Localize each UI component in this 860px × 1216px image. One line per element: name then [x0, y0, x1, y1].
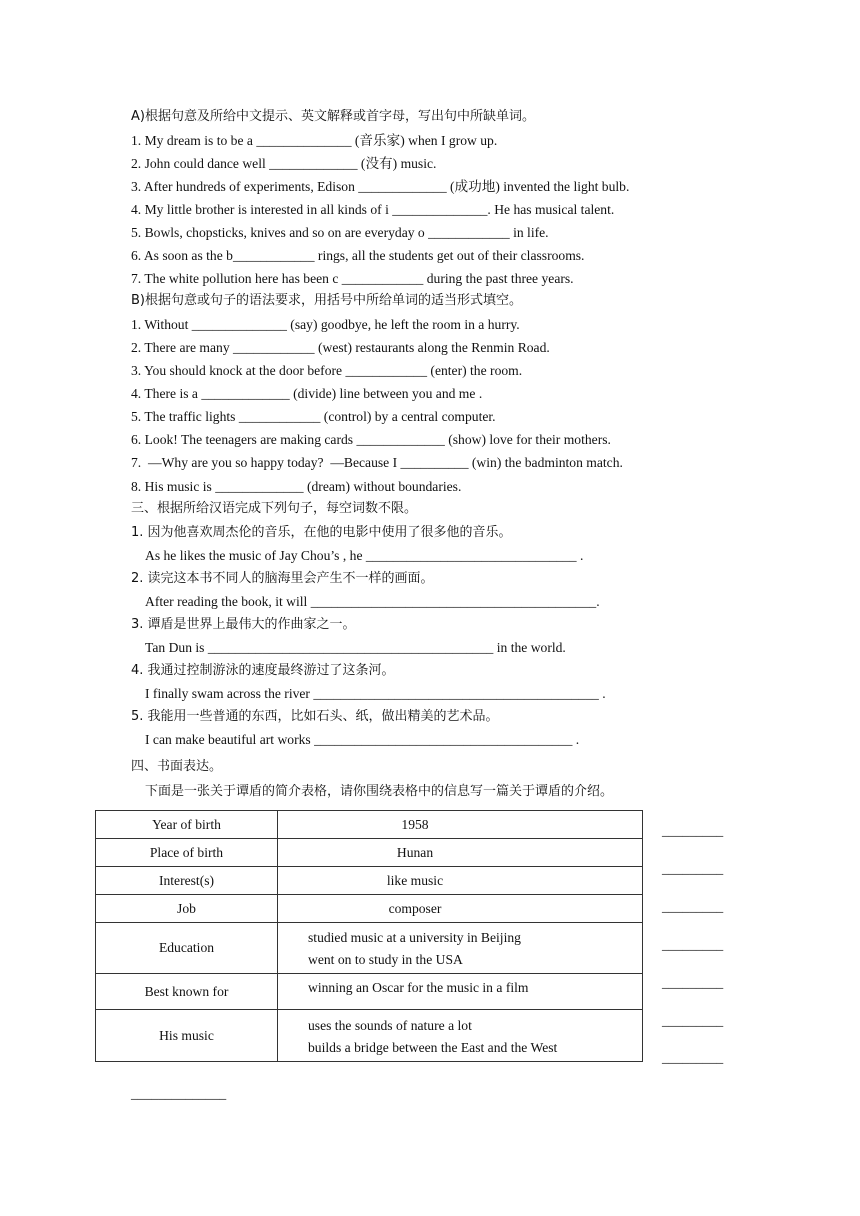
table-value-line: builds a bridge between the East and the West — [308, 1039, 558, 1055]
table-key: Place of birth — [96, 839, 278, 867]
table-key: Year of birth — [96, 811, 278, 839]
section-four-title: 四、书面表达。 — [131, 759, 223, 774]
table-row — [96, 895, 643, 923]
question-b-6: 6. Look! The teenagers are making cards _____________ (show) love for their mothers. — [131, 432, 611, 447]
translation-5-chinese: 5. 我能用一些普通的东西，比如石头、纸，做出精美的艺术品。 — [131, 709, 499, 724]
question-b-3: 3. You should knock at the door before ____________ (enter) the room. — [131, 363, 523, 378]
writing-blank: _________ — [662, 975, 724, 990]
table-value: like music — [278, 867, 643, 895]
writing-blank: _________ — [662, 1013, 724, 1028]
table-value-line: uses the sounds of nature a lot — [308, 1017, 472, 1033]
translation-1-chinese: 1. 因为他喜欢周杰伦的音乐，在他的电影中使用了很多他的音乐。 — [131, 525, 512, 540]
table-row — [96, 1010, 643, 1062]
writing-blank: _________ — [662, 937, 724, 952]
question-a-1: 1. My dream is to be a ______________ (音乐家) when I grow up. — [131, 133, 498, 148]
question-a-2: 2. John could dance well _____________ (没有) music. — [131, 156, 437, 171]
table-value: 1958 — [278, 811, 643, 839]
translation-1-english: As he likes the music of Jay Chou’s , he _______________________________ . — [145, 548, 584, 563]
table-value-line: studied music at a university in Beijing — [308, 930, 521, 945]
table-row — [96, 867, 643, 895]
table-value-line: went on to study in the USA — [308, 952, 463, 967]
question-b-1: 1. Without ______________ (say) goodbye, he left the room in a hurry. — [131, 317, 520, 332]
translation-4-english: I finally swam across the river __________________________________________ . — [145, 686, 606, 701]
table-key: Education — [96, 923, 278, 974]
section-four-intro: 下面是一张关于谭盾的简介表格，请你围绕表格中的信息写一篇关于谭盾的介绍。 — [145, 784, 614, 799]
info-table — [95, 810, 643, 1062]
table-key: His music — [96, 1010, 278, 1062]
table-value — [278, 1010, 643, 1062]
question-b-2: 2. There are many ____________ (west) restaurants along the Renmin Road. — [131, 340, 550, 355]
question-b-8: 8. His music is _____________ (dream) without boundaries. — [131, 479, 462, 494]
writing-blank: _________ — [662, 861, 724, 876]
table-value: winning an Oscar for the music in a film — [278, 974, 643, 1010]
writing-blank-bottom: ______________ — [131, 1086, 227, 1101]
translation-3-chinese: 3. 谭盾是世界上最伟大的作曲家之一。 — [131, 617, 356, 632]
table-key: Best known for — [96, 974, 278, 1010]
table-value: composer — [278, 895, 643, 923]
translation-3-english: Tan Dun is __________________________________________ in the world. — [145, 640, 566, 655]
writing-blank: _________ — [662, 1050, 724, 1065]
question-b-4: 4. There is a _____________ (divide) line between you and me . — [131, 386, 483, 401]
table-row — [96, 811, 643, 839]
question-a-5: 5. Bowls, chopsticks, knives and so on are everyday o ____________ in life. — [131, 225, 549, 240]
question-a-4: 4. My little brother is interested in all kinds of i ______________. He has musical talent. — [131, 202, 615, 217]
table-row — [96, 839, 643, 867]
translation-4-chinese: 4. 我通过控制游泳的速度最终游过了这条河。 — [131, 663, 395, 678]
translation-5-english: I can make beautiful art works ______________________________________ . — [145, 732, 580, 747]
writing-blank: _________ — [662, 899, 724, 914]
question-a-6: 6. As soon as the b____________ rings, all the students get out of their classrooms. — [131, 248, 585, 263]
question-b-7: 7. —Why are you so happy today? —Because I __________ (win) the badminton match. — [131, 455, 623, 470]
translation-2-english: After reading the book, it will __________________________________________. — [145, 594, 600, 609]
table-row — [96, 974, 643, 1010]
translation-2-chinese: 2. 读完这本书不同人的脑海里会产生不一样的画面。 — [131, 571, 434, 586]
writing-blank: _________ — [662, 823, 724, 838]
section-a-title: A)根据句意及所给中文提示、英文解释或首字母，写出句中所缺单词。 — [131, 109, 535, 124]
question-a-3: 3. After hundreds of experiments, Edison _____________ (成功地) invented the light bulb. — [131, 179, 630, 194]
question-a-7: 7. The white pollution here has been c ____________ during the past three years. — [131, 271, 574, 286]
table-key: Interest(s) — [96, 867, 278, 895]
table-key: Job — [96, 895, 278, 923]
section-three-title: 三、根据所给汉语完成下列句子，每空词数不限。 — [131, 501, 418, 516]
section-b-title: B)根据句意或句子的语法要求，用括号中所给单词的适当形式填空。 — [131, 293, 522, 308]
question-b-5: 5. The traffic lights ____________ (control) by a central computer. — [131, 409, 496, 424]
table-value — [278, 923, 643, 974]
table-value: Hunan — [278, 839, 643, 867]
table-row — [96, 923, 643, 974]
